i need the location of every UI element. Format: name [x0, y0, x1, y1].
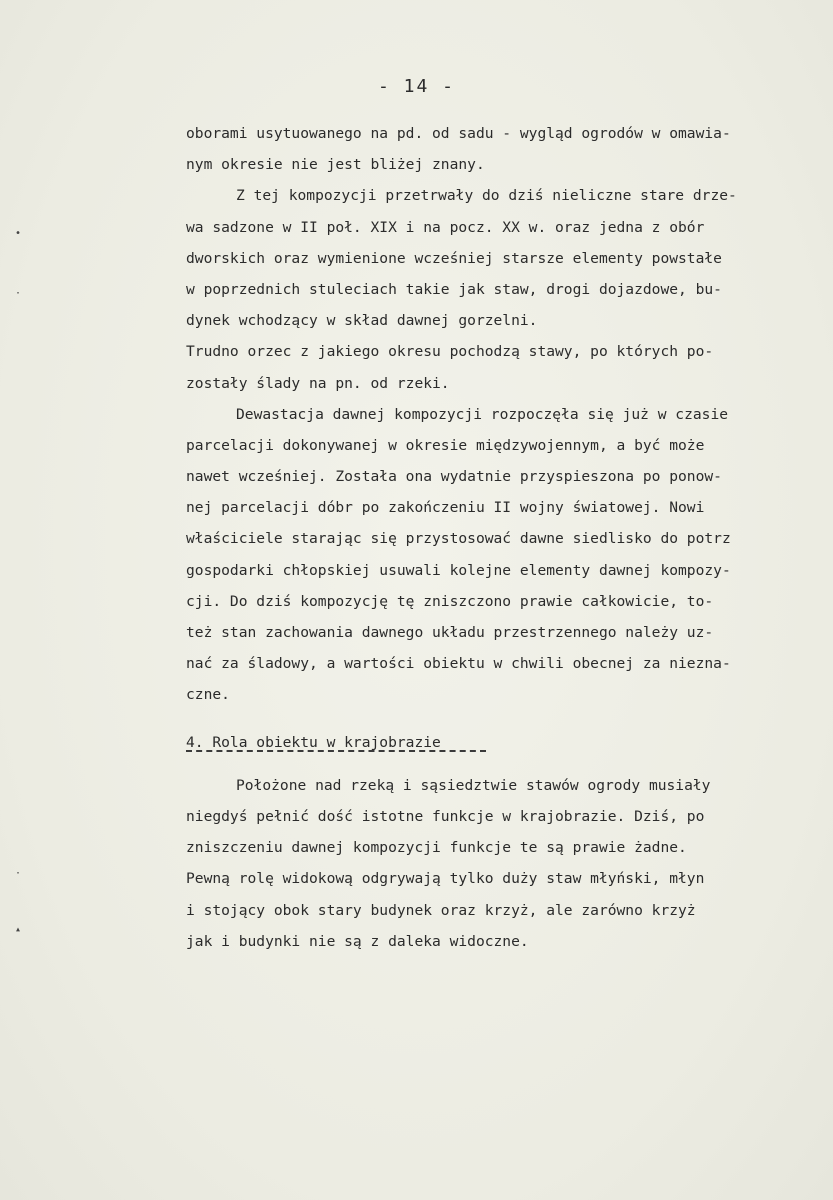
text-line: zniszczeniu dawnej kompozycji funkcje te są prawie żadne.	[186, 839, 687, 857]
text-line: Z tej kompozycji przetrwały do dziś nieliczne stare drze-	[236, 187, 737, 205]
margin-mark: •	[15, 228, 22, 239]
section-heading-text: 4. Rola obiektu w krajobrazie	[186, 733, 441, 751]
text-line: Położone nad rzeką i sąsiedztwie stawów ogrody musiały	[236, 776, 711, 794]
text-line: cji. Do dziś kompozycję tę zniszczono prawie całkowicie, to-	[186, 592, 714, 610]
text-line: oborami usytuowanego na pd. od sadu - wygląd ogrodów w omawia-	[186, 125, 731, 142]
text-line: Trudno orzec z jakiego okresu pochodzą stawy, po których po-	[186, 343, 714, 361]
text-line: parcelacji dokonywanej w okresie międzywojennym, a być może	[186, 436, 705, 454]
text-line: zostały ślady na pn. od rzeki.	[186, 374, 450, 392]
text-line: czne.	[186, 686, 230, 704]
text-line: wa sadzone w II poł. XIX i na pocz. XX w. oraz jedna z obór	[186, 218, 705, 236]
margin-mark: ·	[15, 868, 22, 879]
section-heading	[186, 727, 826, 758]
margin-mark: ·	[15, 288, 22, 299]
page-number: - 14 -	[377, 76, 456, 97]
text-line: i stojący obok stary budynek oraz krzyż, ale zarówno krzyż	[186, 901, 696, 919]
margin-mark: ▴	[15, 924, 22, 935]
body-text	[186, 118, 826, 957]
text-line: w poprzednich stuleciach takie jak staw, drogi dojazdowe, bu-	[186, 280, 722, 298]
text-line: nym okresie nie jest bliżej znany.	[186, 156, 485, 174]
text-line: też stan zachowania dawnego układu przestrzennego należy uz-	[186, 624, 714, 641]
text-line: jak i budynki nie są z daleka widoczne.	[186, 932, 529, 950]
text-line: niegdyś pełnić dość istotne funkcje w krajobrazie. Dziś, po	[186, 807, 705, 825]
text-line: dworskich oraz wymienione wcześniej starsze elementy powstałe	[186, 249, 722, 267]
text-line: nawet wcześniej. Została ona wydatnie przyspieszona po ponow-	[186, 468, 722, 486]
text-line: gospodarki chłopskiej usuwali kolejne elementy dawnej kompozy-	[186, 561, 731, 579]
text-line: Pewną rolę widokową odgrywają tylko duży staw młyński, młyn	[186, 870, 705, 888]
text-line: nej parcelacji dóbr po zakończeniu II wojny światowej. Nowi	[186, 499, 705, 517]
text-line: Dewastacja dawnej kompozycji rozpoczęła się już w czasie	[236, 405, 729, 423]
text-line: dynek wchodzący w skład dawnej gorzelni.	[186, 312, 538, 330]
text-line: nać za śladowy, a wartości obiektu w chwili obecnej za nieznа-	[186, 655, 731, 673]
text-line: właściciele starając się przystosować dawne siedlisko do potrz	[186, 530, 731, 548]
